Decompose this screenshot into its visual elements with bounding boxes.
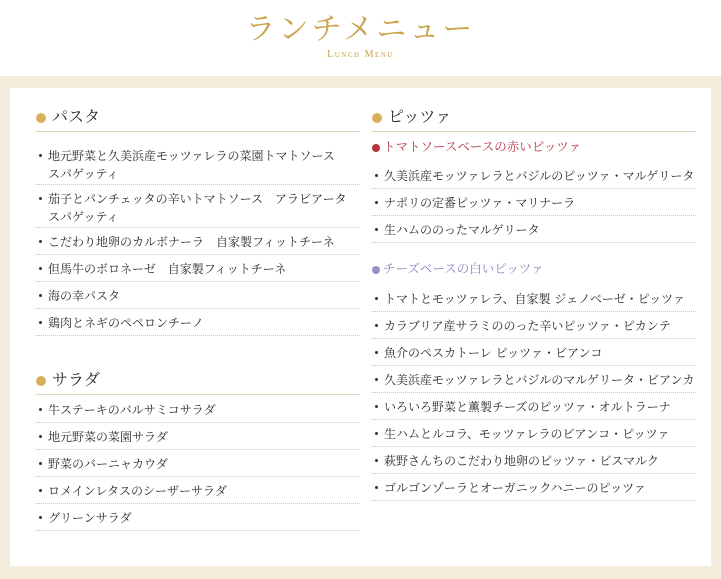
menu-item-label: 地元野菜と久美浜産モッツァレラの菜園トマトソース: [48, 149, 335, 163]
section-header-pasta: [36, 91, 360, 132]
menu-item: [36, 282, 360, 309]
menu-item-label: 牛ステーキのバルサミコサラダ: [48, 403, 216, 417]
bullet-icon: [375, 405, 378, 408]
menu-item: [36, 477, 360, 504]
bullet-icon: [375, 324, 378, 327]
menu-item-label: 久美浜産モッツァレラとバジルのピッツァ・マルゲリータ: [384, 169, 695, 183]
bullet-icon: [375, 486, 378, 489]
subsection-title-cheese: チーズベースの白いピッツァ: [383, 261, 544, 276]
menu-item-label: ゴルゴンゾーラとオーガニックハニーのピッツァ: [384, 481, 646, 495]
menu-item-label-continued: スパゲッティ: [48, 210, 119, 224]
gold-dot-icon: [36, 113, 46, 123]
menu-item-label: 地元野菜の菜園サラダ: [48, 430, 168, 444]
bullet-icon: [39, 408, 42, 411]
menu-item: [36, 142, 360, 185]
menu-item-label: ナポリの定番ピッツァ・マリナーラ: [384, 196, 576, 210]
bullet-icon: [39, 154, 42, 157]
menu-item: [372, 285, 696, 312]
menu-item: [372, 393, 696, 420]
bullet-icon: [39, 462, 42, 465]
menu-item: [372, 366, 696, 393]
menu-item: [36, 423, 360, 450]
menu-item-label-continued: スパゲッティ: [48, 167, 119, 181]
menu-item-label: 生ハムとルコラ、モッツァレラのビアンコ・ピッツァ: [384, 427, 670, 441]
menu-item: [36, 228, 360, 255]
menu-item: [36, 504, 360, 531]
bullet-icon: [375, 174, 378, 177]
red-dot-icon: [372, 144, 380, 152]
menu-card: [10, 88, 711, 566]
bullet-icon: [375, 228, 378, 231]
bullet-icon: [39, 267, 42, 270]
bullet-icon: [39, 294, 42, 297]
menu-item: [372, 312, 696, 339]
page-header: [0, 0, 721, 78]
gold-dot-icon: [372, 113, 382, 123]
menu-item: [36, 309, 360, 336]
menu-item: [372, 420, 696, 447]
bullet-icon: [39, 516, 42, 519]
menu-item-label: 萩野さんちのこだわり地卵のピッツァ・ビスマルク: [384, 454, 659, 468]
bullet-icon: [39, 240, 42, 243]
section-header-salad: [36, 354, 360, 395]
menu-item-label: 海の幸パスタ: [48, 289, 121, 303]
bullet-icon: [39, 435, 42, 438]
menu-item-label: 鶏肉とネギのペペロンチーノ: [48, 316, 204, 330]
bullet-icon: [375, 432, 378, 435]
gold-dot-icon: [36, 376, 46, 386]
bullet-icon: [375, 351, 378, 354]
menu-item-label: こだわり地卵のカルボナーラ 自家製フィットチーネ: [48, 235, 335, 249]
menu-item: [36, 255, 360, 282]
subsection-title-tomato: トマトソースベースの赤いピッツァ: [383, 139, 582, 154]
menu-item: [372, 339, 696, 366]
menu-item: [372, 189, 696, 216]
bullet-icon: [39, 489, 42, 492]
purple-dot-icon: [372, 266, 380, 274]
menu-item-label: 久美浜産モッツァレラとバジルのマルゲリータ・ビアンカ: [384, 373, 695, 387]
menu-item: [372, 216, 696, 243]
section-title-salad: サラダ: [52, 370, 100, 389]
menu-item-label: 但馬牛のボロネーゼ 自家製フィットチーネ: [48, 262, 287, 276]
bullet-icon: [39, 321, 42, 324]
bullet-icon: [375, 459, 378, 462]
menu-item: [372, 447, 696, 474]
menu-item-label: 野菜のバーニャカウダ: [48, 457, 168, 471]
subsection-header-cheese: [372, 258, 696, 280]
menu-item: [372, 162, 696, 189]
menu-item-label: いろいろ野菜と薫製チーズのピッツァ・オルトラーナ: [384, 400, 671, 414]
menu-item-label: トマトとモッツァレラ、自家製 ジェノベーゼ・ピッツァ: [384, 292, 686, 306]
bullet-icon: [39, 197, 42, 200]
bullet-icon: [375, 378, 378, 381]
menu-item: [36, 185, 360, 228]
menu-item-label: 生ハムののったマルゲリータ: [384, 223, 540, 237]
menu-item: [36, 450, 360, 477]
section-title-pizza: ピッツァ: [388, 107, 452, 126]
bullet-icon: [375, 201, 378, 204]
menu-item: [372, 474, 696, 501]
page-subtitle: Lunch Menu: [327, 49, 394, 60]
subsection-header-tomato: [372, 136, 696, 158]
section-header-pizza: [372, 91, 696, 132]
bullet-icon: [375, 297, 378, 300]
menu-item-label: ロメインレタスのシーザーサラダ: [48, 484, 227, 498]
menu-item-label: 茄子とパンチェッタの辛いトマトソース アラビアータ: [48, 192, 347, 206]
menu-item-label: グリーンサラダ: [48, 511, 132, 525]
page-title: ランチメニュー: [245, 12, 476, 47]
section-title-pasta: パスタ: [52, 107, 101, 126]
menu-item: [36, 396, 360, 423]
menu-item-label: カラブリア産サラミののった辛いピッツァ・ピカンテ: [384, 319, 671, 333]
menu-item-label: 魚介のペスカトーレ ピッツァ・ビアンコ: [384, 346, 603, 360]
